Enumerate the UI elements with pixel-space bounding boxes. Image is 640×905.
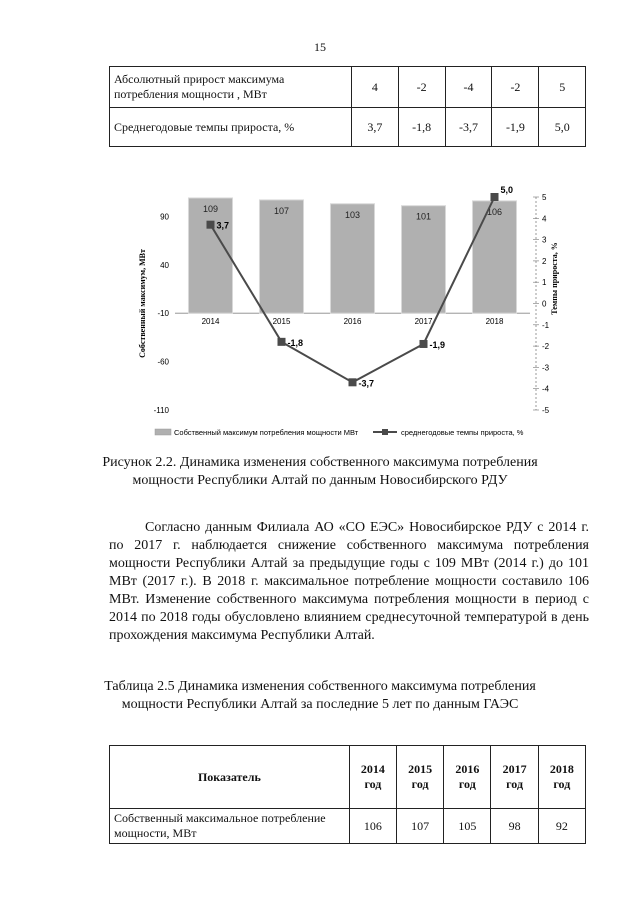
legend-line-label: среднегодовые темпы прироста, % — [401, 428, 524, 437]
cell-value: 4 — [352, 67, 399, 108]
header-year — [349, 746, 396, 809]
line-point — [207, 221, 215, 229]
year-unit: год — [506, 777, 524, 791]
cell-value: 92 — [538, 809, 585, 844]
line-value-label: -1,9 — [429, 339, 446, 350]
cell-value: 106 — [349, 809, 396, 844]
table-caption: Таблица 2.5 Динамика изменения собственного максимума потребления мощности Республики Алтай за последние 5 лет по данным ГАЭС — [104, 679, 536, 712]
cell-value: 5 — [539, 67, 586, 108]
bar-value-label: 101 — [415, 211, 432, 222]
line-value-label: 5,0 — [500, 185, 514, 195]
year-unit: год — [364, 777, 382, 791]
y-tick-label: -10 — [157, 309, 169, 319]
line-point — [491, 193, 499, 201]
x-tick-label: 2014 — [201, 317, 220, 327]
y2-tick-label: -3 — [542, 363, 550, 373]
y-axis-label: Собственный максимум, МВт — [138, 249, 147, 358]
x-tick-label: 2015 — [272, 317, 291, 327]
header-label: Показатель — [110, 746, 350, 809]
bar — [401, 206, 445, 313]
year-label: 2016 — [455, 762, 480, 776]
y2-tick-label: -5 — [542, 406, 550, 415]
y2-axis-label: Темпы прироста, % — [550, 242, 559, 315]
x-tick-label: 2017 — [414, 317, 433, 327]
cell-value: 98 — [491, 809, 538, 844]
header-year — [444, 746, 491, 809]
y2-tick-label: 5 — [542, 193, 547, 202]
line-point — [420, 340, 428, 348]
figure-caption: Рисунок 2.2. Динамика изменения собственного максимума потребления мощности Республики Алтай по данным Новосибирского РДУ — [102, 455, 538, 488]
consumption-table — [109, 745, 586, 844]
cell-value: -4 — [445, 67, 492, 108]
bar-value-label: 103 — [344, 209, 361, 220]
cell-value: -2 — [492, 67, 539, 108]
bar — [472, 201, 516, 313]
y-tick-label: 90 — [160, 212, 169, 222]
y-tick-label: 40 — [160, 260, 169, 270]
growth-table — [109, 66, 586, 147]
y2-tick-label: 0 — [542, 299, 547, 309]
row-label: Абсолютный прирост максимума потребления мощности , МВт — [110, 67, 352, 108]
row-label: Среднегодовые темпы прироста, % — [110, 108, 352, 147]
y-tick-label: -110 — [153, 406, 169, 415]
y2-tick-label: -1 — [542, 320, 550, 330]
page-number: 15 — [314, 40, 326, 54]
bar — [259, 200, 303, 313]
line-value-label: -1,8 — [287, 337, 304, 348]
bar-value-label: 107 — [273, 205, 290, 216]
table-row — [110, 809, 586, 844]
bar — [188, 198, 232, 313]
table-header-row — [110, 746, 586, 809]
y-tick-label: -60 — [157, 357, 169, 367]
year-label: 2018 — [549, 762, 574, 776]
x-tick-label: 2016 — [343, 317, 362, 327]
cell-value: 5,0 — [539, 108, 586, 147]
year-label: 2015 — [408, 762, 433, 776]
year-label: 2017 — [502, 762, 527, 776]
year-unit: год — [553, 777, 571, 791]
header-year — [397, 746, 444, 809]
row-label: Собственный максимальное потребление мощности, МВт — [110, 809, 350, 844]
chart-svg — [135, 183, 565, 445]
y2-tick-label: 4 — [542, 214, 547, 224]
header-year — [538, 746, 585, 809]
y2-tick-label: 2 — [542, 256, 547, 266]
bar — [330, 204, 374, 313]
cell-value: 107 — [397, 809, 444, 844]
year-unit: год — [411, 777, 429, 791]
y2-tick-label: 1 — [542, 278, 547, 288]
legend-bar-swatch — [155, 429, 171, 435]
x-tick-label: 2018 — [485, 317, 504, 327]
cell-value: -1,9 — [492, 108, 539, 147]
cell-value: -3,7 — [445, 108, 492, 147]
y2-tick-label: -4 — [542, 384, 550, 394]
line-point — [349, 378, 357, 386]
table-row — [110, 108, 586, 147]
bar-value-label: 109 — [202, 203, 219, 214]
y2-tick-label: 3 — [542, 235, 547, 245]
year-unit: год — [458, 777, 476, 791]
header-year — [491, 746, 538, 809]
cell-value: -2 — [398, 67, 445, 108]
bar-value-label: 106 — [486, 206, 503, 217]
line-point — [278, 338, 286, 346]
line-value-label: -3,7 — [358, 378, 375, 389]
cell-value: 105 — [444, 809, 491, 844]
consumption-chart — [135, 183, 565, 445]
body-paragraph — [109, 519, 589, 645]
cell-value: -1,8 — [398, 108, 445, 147]
cell-value: 3,7 — [352, 108, 399, 147]
legend-bar-label: Собственный максимум потребления мощности МВт — [174, 428, 359, 437]
line-value-label: 3,7 — [216, 220, 230, 231]
year-label: 2014 — [360, 762, 385, 776]
legend-line-marker — [382, 429, 388, 435]
y2-tick-label: -2 — [542, 342, 550, 352]
table-row — [110, 67, 586, 108]
paragraph-text: Согласно данным Филиала АО «СО ЕЭС» Новосибирское РДУ с 2014 г. по 2017 г. наблюдается снижение собственного максимума потребления мощности Республики Алтай за предыдущие годы с 109 МВт (2014 г.) до 101 МВт (2017 г.). В 2018 г. максимальное потребление мощности составило 106 МВт. Изменение собственного максимума потребления мощности в период с 2014 по 2018 годы обусловлено влиянием среднесуточной температурой в день прохождения максимума Республики Алтай. — [109, 520, 589, 643]
